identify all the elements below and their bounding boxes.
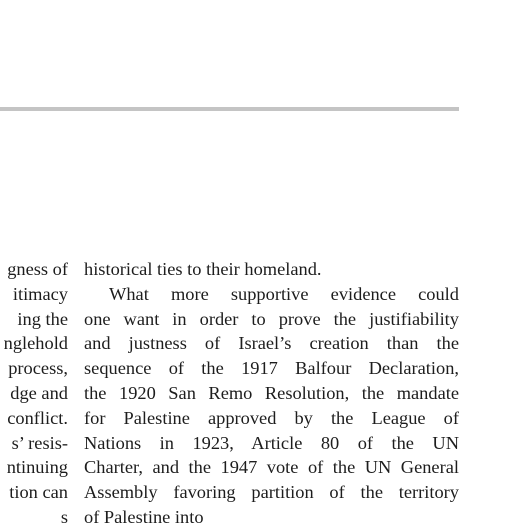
text-line: gness of [7,259,68,279]
text-line: ing the [17,308,68,329]
text-line: the 1920 San Remo Resolution, the mandate [84,382,459,403]
paragraph-end-line: historical ties to their homeland. [84,259,322,279]
text-line: ntinuing [6,457,68,478]
right-text-column [84,257,459,530]
text-line: dge and [10,382,68,403]
text-line: of Palestine into [84,506,204,527]
text-line: one want in order to prove the justifiability [84,308,459,329]
text-line: for Palestine approved by the League of [84,407,459,428]
text-line: sequence of the 1917 Balfour Declaration, [84,358,459,379]
text-line: Nations in 1923, Article 80 of the UN [84,432,459,453]
text-line: process, [8,358,68,379]
text-line: nglehold [3,333,68,354]
text-line: Assembly favoring partition of the territory [84,482,459,503]
header-rule [0,107,459,111]
text-line: conflict. [7,407,68,428]
text-line: itimacy [12,283,68,304]
paragraph-first-line: What more supportive evidence could [109,283,459,304]
left-text-column [0,257,68,530]
text-line: s [60,506,68,527]
text-line: tion can [9,482,68,503]
text-line: and justness of Israel’s creation than the [84,333,459,354]
text-line: Charter, and the 1947 vote of the UN General [84,457,459,478]
text-line: s’ resis- [11,432,68,453]
